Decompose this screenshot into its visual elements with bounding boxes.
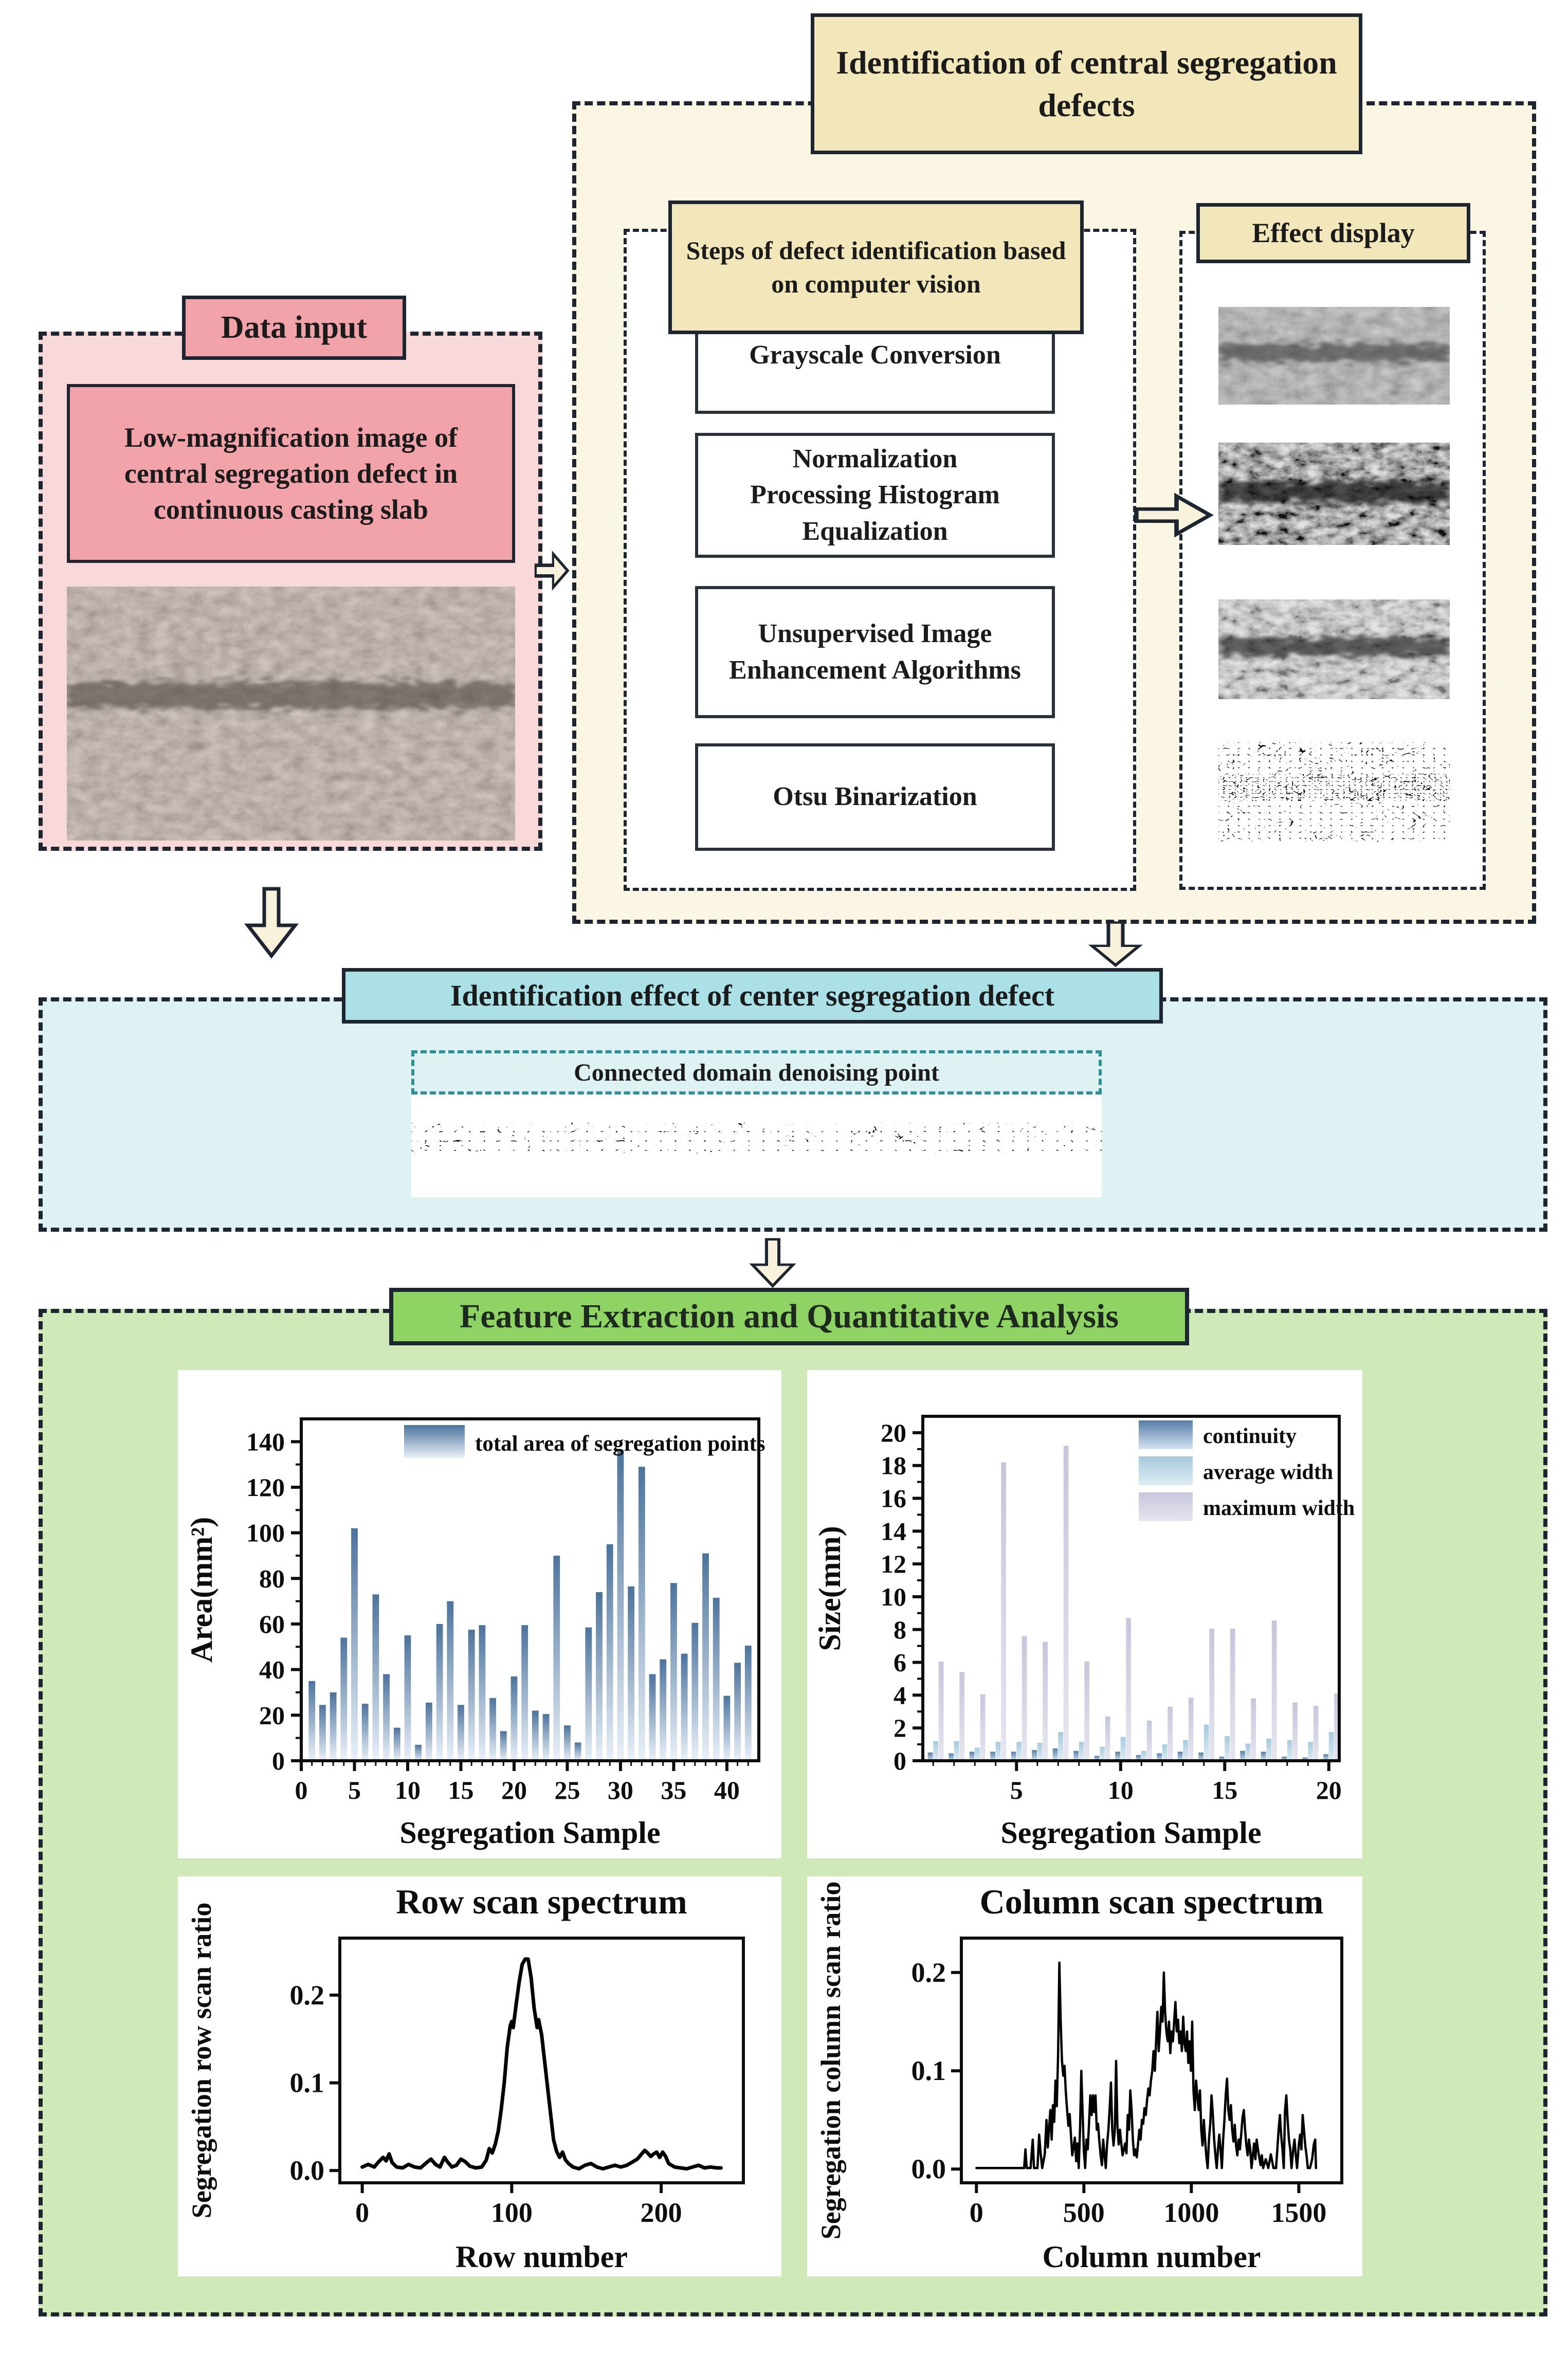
tick-label: 10 xyxy=(1107,1776,1134,1804)
tick-label: 40 xyxy=(714,1776,740,1804)
bar xyxy=(500,1731,507,1761)
bar xyxy=(543,1714,550,1761)
bar xyxy=(681,1654,688,1761)
arrow-data-input-to-steps xyxy=(535,552,569,590)
step-label: Grayscale Conversion xyxy=(749,340,1001,370)
step-normalization-histogram xyxy=(695,433,1055,558)
tick-label: 5 xyxy=(348,1776,361,1804)
bar xyxy=(521,1625,528,1761)
tick-label: 0 xyxy=(295,1776,308,1804)
data-input-description xyxy=(67,384,515,563)
bar xyxy=(639,1467,645,1761)
bar xyxy=(458,1705,464,1761)
row-scan-spectrum-chart xyxy=(178,1876,781,2276)
tick-label: 60 xyxy=(259,1610,285,1638)
bar-maximum-width xyxy=(1147,1721,1152,1761)
tick-label: 6 xyxy=(894,1648,906,1677)
arrow-result-to-analysis xyxy=(751,1238,795,1287)
tick-label: 25 xyxy=(554,1776,580,1804)
x-axis-label: Column number xyxy=(1042,2240,1261,2274)
bar xyxy=(489,1698,496,1761)
bar xyxy=(330,1692,337,1761)
tick-label: 140 xyxy=(246,1427,285,1456)
x-axis-label: Segregation Sample xyxy=(399,1816,661,1850)
bar-average-width xyxy=(1287,1740,1292,1761)
steps-header xyxy=(668,200,1084,334)
chart-title: Row scan spectrum xyxy=(396,1882,687,1921)
bar-average-width xyxy=(1121,1737,1126,1761)
tick-label: 0.0 xyxy=(911,2154,946,2185)
bar xyxy=(479,1625,485,1761)
identification-effect-title xyxy=(342,968,1163,1024)
tick-label: 20 xyxy=(881,1418,906,1447)
x-axis-label: Row number xyxy=(455,2240,628,2274)
data-input-title xyxy=(182,296,406,360)
tick-label: 10 xyxy=(881,1582,906,1611)
size-grouped-bar-chart xyxy=(807,1370,1362,1858)
bar xyxy=(447,1601,453,1761)
tick-label: 0.2 xyxy=(911,1957,946,1988)
bar xyxy=(649,1674,656,1761)
connected-domain-denoising-label xyxy=(411,1050,1102,1094)
bar-maximum-width xyxy=(1064,1446,1069,1761)
bar xyxy=(468,1630,475,1761)
bar-maximum-width xyxy=(1001,1462,1006,1761)
arrow-identification-to-result xyxy=(1090,921,1141,966)
data-input-description-text: Low-magnification image of central segregation defect in continuous casting slab xyxy=(124,422,458,525)
tick-label: 80 xyxy=(259,1564,285,1593)
legend-swatch xyxy=(404,1425,465,1458)
arrow-data-input-to-result xyxy=(246,887,297,958)
tick-label: 10 xyxy=(394,1776,421,1804)
steps-header-text: Steps of defect identification based on computer vision xyxy=(686,236,1066,298)
bar xyxy=(415,1745,422,1761)
tick-label: 4 xyxy=(894,1681,906,1710)
tick-label: 0 xyxy=(894,1746,906,1775)
tick-label: 100 xyxy=(246,1518,285,1547)
bar-maximum-width xyxy=(1209,1629,1214,1761)
bar-maximum-width xyxy=(1251,1699,1256,1761)
spectrum-line xyxy=(362,1959,721,2169)
identification-section-title xyxy=(811,13,1362,154)
bar xyxy=(362,1704,369,1761)
binarized-result-image xyxy=(1218,742,1450,842)
denoised-binary-map xyxy=(411,1094,1102,1197)
bar xyxy=(670,1583,677,1761)
y-axis-label: Segregation row scan ratio xyxy=(186,1902,217,2219)
bar xyxy=(436,1624,443,1761)
bar-average-width xyxy=(1100,1747,1105,1761)
column-scan-panel xyxy=(807,1876,1362,2276)
bar xyxy=(511,1676,518,1761)
step-label: Normalization Processing Histogram Equalization xyxy=(750,444,1000,546)
bar-average-width xyxy=(1183,1740,1188,1761)
axis-frame xyxy=(301,1419,759,1761)
bar xyxy=(553,1556,560,1761)
tick-label: 40 xyxy=(259,1655,285,1684)
bar-maximum-width xyxy=(1168,1707,1173,1761)
bar-maximum-width xyxy=(1292,1703,1298,1761)
bar-maximum-width xyxy=(1105,1717,1110,1761)
tick-label: 15 xyxy=(1212,1776,1238,1804)
column-scan-spectrum-chart xyxy=(807,1876,1362,2276)
bar-maximum-width xyxy=(1314,1706,1319,1761)
tick-label: 20 xyxy=(501,1776,527,1804)
data-input-title-text: Data input xyxy=(221,310,368,345)
tick-label: 12 xyxy=(881,1549,906,1579)
tick-label: 0.2 xyxy=(289,1979,324,2011)
tick-label: 1500 xyxy=(1271,2197,1327,2228)
tick-label: 20 xyxy=(259,1701,285,1730)
bar-maximum-width xyxy=(1189,1698,1194,1761)
chart-title: Column scan spectrum xyxy=(979,1882,1324,1921)
bar xyxy=(691,1623,698,1761)
y-axis-label: Size(mm) xyxy=(813,1526,847,1651)
tick-label: 18 xyxy=(881,1451,906,1480)
bar xyxy=(564,1725,571,1761)
tick-label: 120 xyxy=(246,1473,285,1502)
bar xyxy=(308,1681,315,1761)
tick-label: 100 xyxy=(490,2197,533,2228)
bar-maximum-width xyxy=(1022,1636,1027,1761)
bar-maximum-width xyxy=(1272,1620,1277,1761)
bar xyxy=(734,1663,741,1761)
tick-label: 14 xyxy=(881,1517,906,1546)
bar xyxy=(607,1544,613,1761)
bar xyxy=(585,1628,592,1761)
tick-label: 0.0 xyxy=(289,2155,324,2186)
tick-label: 0.1 xyxy=(289,2067,324,2098)
bar-maximum-width xyxy=(1084,1662,1089,1761)
size-chart-panel xyxy=(807,1370,1362,1858)
histogram-equalized-image xyxy=(1218,443,1450,545)
bar-average-width xyxy=(996,1742,1001,1761)
bar xyxy=(372,1594,379,1761)
bar-average-width xyxy=(1016,1742,1022,1761)
legend-label: average width xyxy=(1203,1461,1334,1484)
bar-average-width xyxy=(1246,1744,1251,1761)
bar xyxy=(394,1728,400,1761)
bar xyxy=(702,1554,709,1761)
bar-maximum-width xyxy=(1043,1642,1048,1761)
tick-label: 5 xyxy=(1010,1776,1023,1804)
bar xyxy=(340,1638,347,1761)
tick-label: 16 xyxy=(881,1484,906,1513)
row-scan-panel xyxy=(178,1876,781,2276)
tick-label: 35 xyxy=(661,1776,687,1804)
bar-average-width xyxy=(1162,1744,1168,1761)
area-bar-chart xyxy=(178,1370,781,1858)
bar xyxy=(383,1674,390,1761)
bar xyxy=(405,1635,411,1761)
bar-average-width xyxy=(1079,1742,1084,1761)
feature-extraction-title xyxy=(389,1288,1189,1345)
bar-average-width xyxy=(1308,1742,1313,1761)
y-axis-label: Area(mm²) xyxy=(185,1517,218,1663)
bar-maximum-width xyxy=(980,1694,986,1761)
bar xyxy=(628,1586,634,1761)
x-axis-label: Segregation Sample xyxy=(1000,1816,1262,1850)
identification-title-text: Identification of central segregation defects xyxy=(836,44,1337,123)
bar xyxy=(596,1592,603,1761)
slab-macro-photo xyxy=(67,587,515,841)
bar xyxy=(713,1598,720,1761)
bar xyxy=(426,1703,432,1761)
tick-label: 30 xyxy=(607,1776,633,1804)
bar-average-width xyxy=(1266,1739,1271,1761)
tick-label: 15 xyxy=(448,1776,474,1804)
tick-label: 8 xyxy=(894,1615,906,1644)
tick-label: 0 xyxy=(272,1746,285,1775)
legend-swatch-maximum-width xyxy=(1139,1492,1193,1521)
bar-maximum-width xyxy=(939,1662,944,1761)
bar-average-width xyxy=(933,1741,938,1761)
area-chart-panel xyxy=(178,1370,781,1858)
bar-average-width xyxy=(1225,1736,1230,1761)
bar-average-width xyxy=(975,1747,980,1761)
bar-continuity xyxy=(1032,1750,1037,1761)
legend-label: total area of segregation points xyxy=(475,1432,765,1456)
identification-effect-title-text: Identification effect of center segregation defect xyxy=(450,979,1055,1013)
y-axis-label: Segregation column scan ratio xyxy=(815,1881,846,2240)
step-otsu-binarization xyxy=(695,743,1055,851)
bar-maximum-width xyxy=(1230,1629,1235,1761)
tick-label: 20 xyxy=(1316,1776,1342,1804)
bar xyxy=(745,1646,752,1761)
spectrum-line xyxy=(976,1963,1316,2168)
legend-label: continuity xyxy=(1203,1425,1297,1448)
bar xyxy=(575,1743,581,1761)
tick-label: 0 xyxy=(355,2197,370,2228)
connected-domain-denoising-text: Connected domain denoising point xyxy=(574,1059,939,1086)
bar-average-width xyxy=(1329,1732,1334,1761)
enhanced-result-image xyxy=(1218,599,1450,699)
tick-label: 0 xyxy=(969,2197,983,2228)
effect-display-header xyxy=(1196,203,1470,263)
feature-extraction-title-text: Feature Extraction and Quantitative Analysis xyxy=(459,1298,1119,1336)
tick-label: 200 xyxy=(640,2197,682,2228)
tick-label: 2 xyxy=(894,1713,906,1743)
arrow-steps-to-effect xyxy=(1134,494,1212,537)
bar-maximum-width xyxy=(1126,1618,1131,1761)
bar-average-width xyxy=(1037,1743,1043,1761)
bar xyxy=(660,1659,666,1761)
bar xyxy=(723,1696,730,1761)
effect-display-header-text: Effect display xyxy=(1252,217,1415,249)
bar-average-width xyxy=(954,1741,959,1761)
tick-label: 1000 xyxy=(1163,2197,1219,2228)
legend-swatch-continuity xyxy=(1139,1420,1193,1449)
axis-frame xyxy=(340,1938,743,2183)
bar-maximum-width xyxy=(959,1672,964,1761)
tick-label: 0.1 xyxy=(911,2055,946,2087)
legend-label: maximum width xyxy=(1203,1497,1355,1520)
step-label: Unsupervised Image Enhancement Algorithms xyxy=(729,619,1021,685)
bar-continuity xyxy=(1053,1748,1058,1761)
bar-average-width xyxy=(1058,1732,1063,1761)
bar xyxy=(532,1710,539,1761)
tick-label: 500 xyxy=(1063,2197,1105,2228)
bar xyxy=(319,1705,326,1761)
bar xyxy=(617,1452,624,1761)
step-unsupervised-enhancement xyxy=(695,586,1055,718)
bar-average-width xyxy=(1204,1725,1209,1761)
bar xyxy=(351,1528,358,1761)
step-label: Otsu Binarization xyxy=(773,782,977,812)
grayscale-result-image xyxy=(1218,307,1450,405)
legend-swatch-average-width xyxy=(1139,1456,1193,1485)
